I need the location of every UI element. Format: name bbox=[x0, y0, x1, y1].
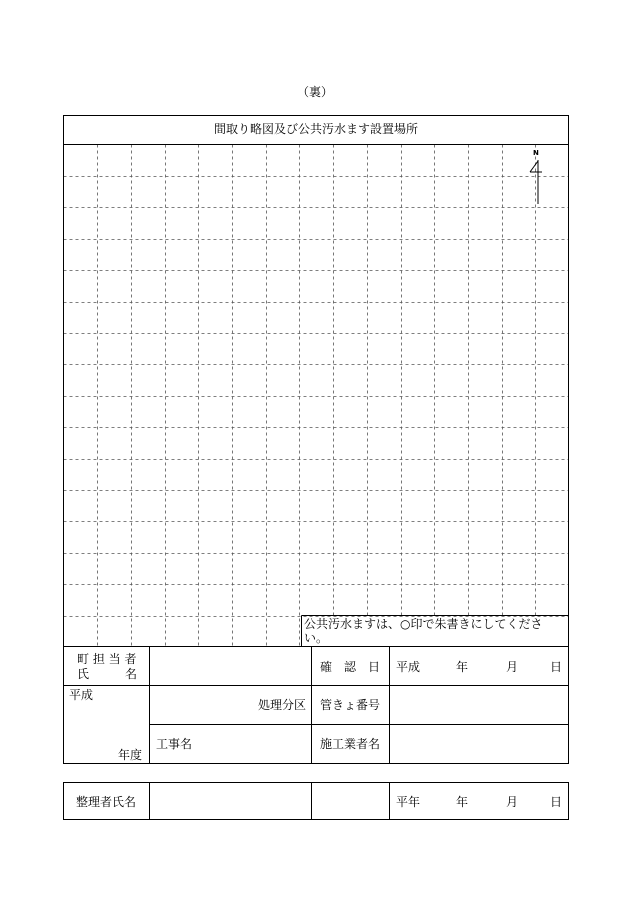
officer-label-1: 町 担 当 者 bbox=[77, 652, 137, 666]
sketch-grid bbox=[64, 145, 569, 647]
organizer-month-unit: 月 bbox=[506, 795, 519, 809]
confirm-month-unit: 月 bbox=[506, 660, 519, 674]
pipe-number-field[interactable] bbox=[390, 686, 568, 724]
confirm-era: 平成 bbox=[396, 660, 421, 674]
confirm-date-label: 確 認 日 bbox=[320, 660, 381, 674]
form-title: 間取り略図及び公共汚水ます設置場所 bbox=[213, 122, 418, 136]
note-line-1: 公共汚水ますは、○印で朱書きにしてくださ bbox=[304, 617, 543, 631]
organizer-year-unit: 年 bbox=[456, 795, 469, 809]
district-field[interactable] bbox=[150, 686, 311, 724]
confirm-year-unit: 年 bbox=[456, 660, 469, 674]
fiscal-year-unit: 年度 bbox=[118, 748, 143, 762]
pipe-number-label: 管きょ番号 bbox=[320, 698, 381, 712]
officer-label-2: 氏 名 bbox=[77, 667, 138, 681]
note-line-2: い。 bbox=[304, 631, 329, 645]
confirm-day-unit: 日 bbox=[550, 660, 563, 674]
contractor-field[interactable] bbox=[390, 725, 568, 763]
project-name-label: 工事名 bbox=[156, 737, 193, 751]
officer-name-field[interactable] bbox=[150, 647, 311, 685]
contractor-label: 施工業者名 bbox=[320, 737, 381, 751]
district-label: 処理分区 bbox=[258, 698, 307, 712]
north-arrow-icon bbox=[530, 160, 542, 204]
fiscal-era: 平成 bbox=[69, 688, 94, 702]
organizer-label: 整理者氏名 bbox=[76, 795, 137, 809]
organizer-era: 平年 bbox=[396, 795, 421, 809]
project-name-field[interactable] bbox=[150, 725, 311, 763]
page-side-label: （裏） bbox=[296, 85, 333, 99]
compass-label: N bbox=[533, 149, 539, 157]
organizer-day-unit: 日 bbox=[550, 795, 563, 809]
organizer-name-field[interactable] bbox=[150, 783, 311, 819]
